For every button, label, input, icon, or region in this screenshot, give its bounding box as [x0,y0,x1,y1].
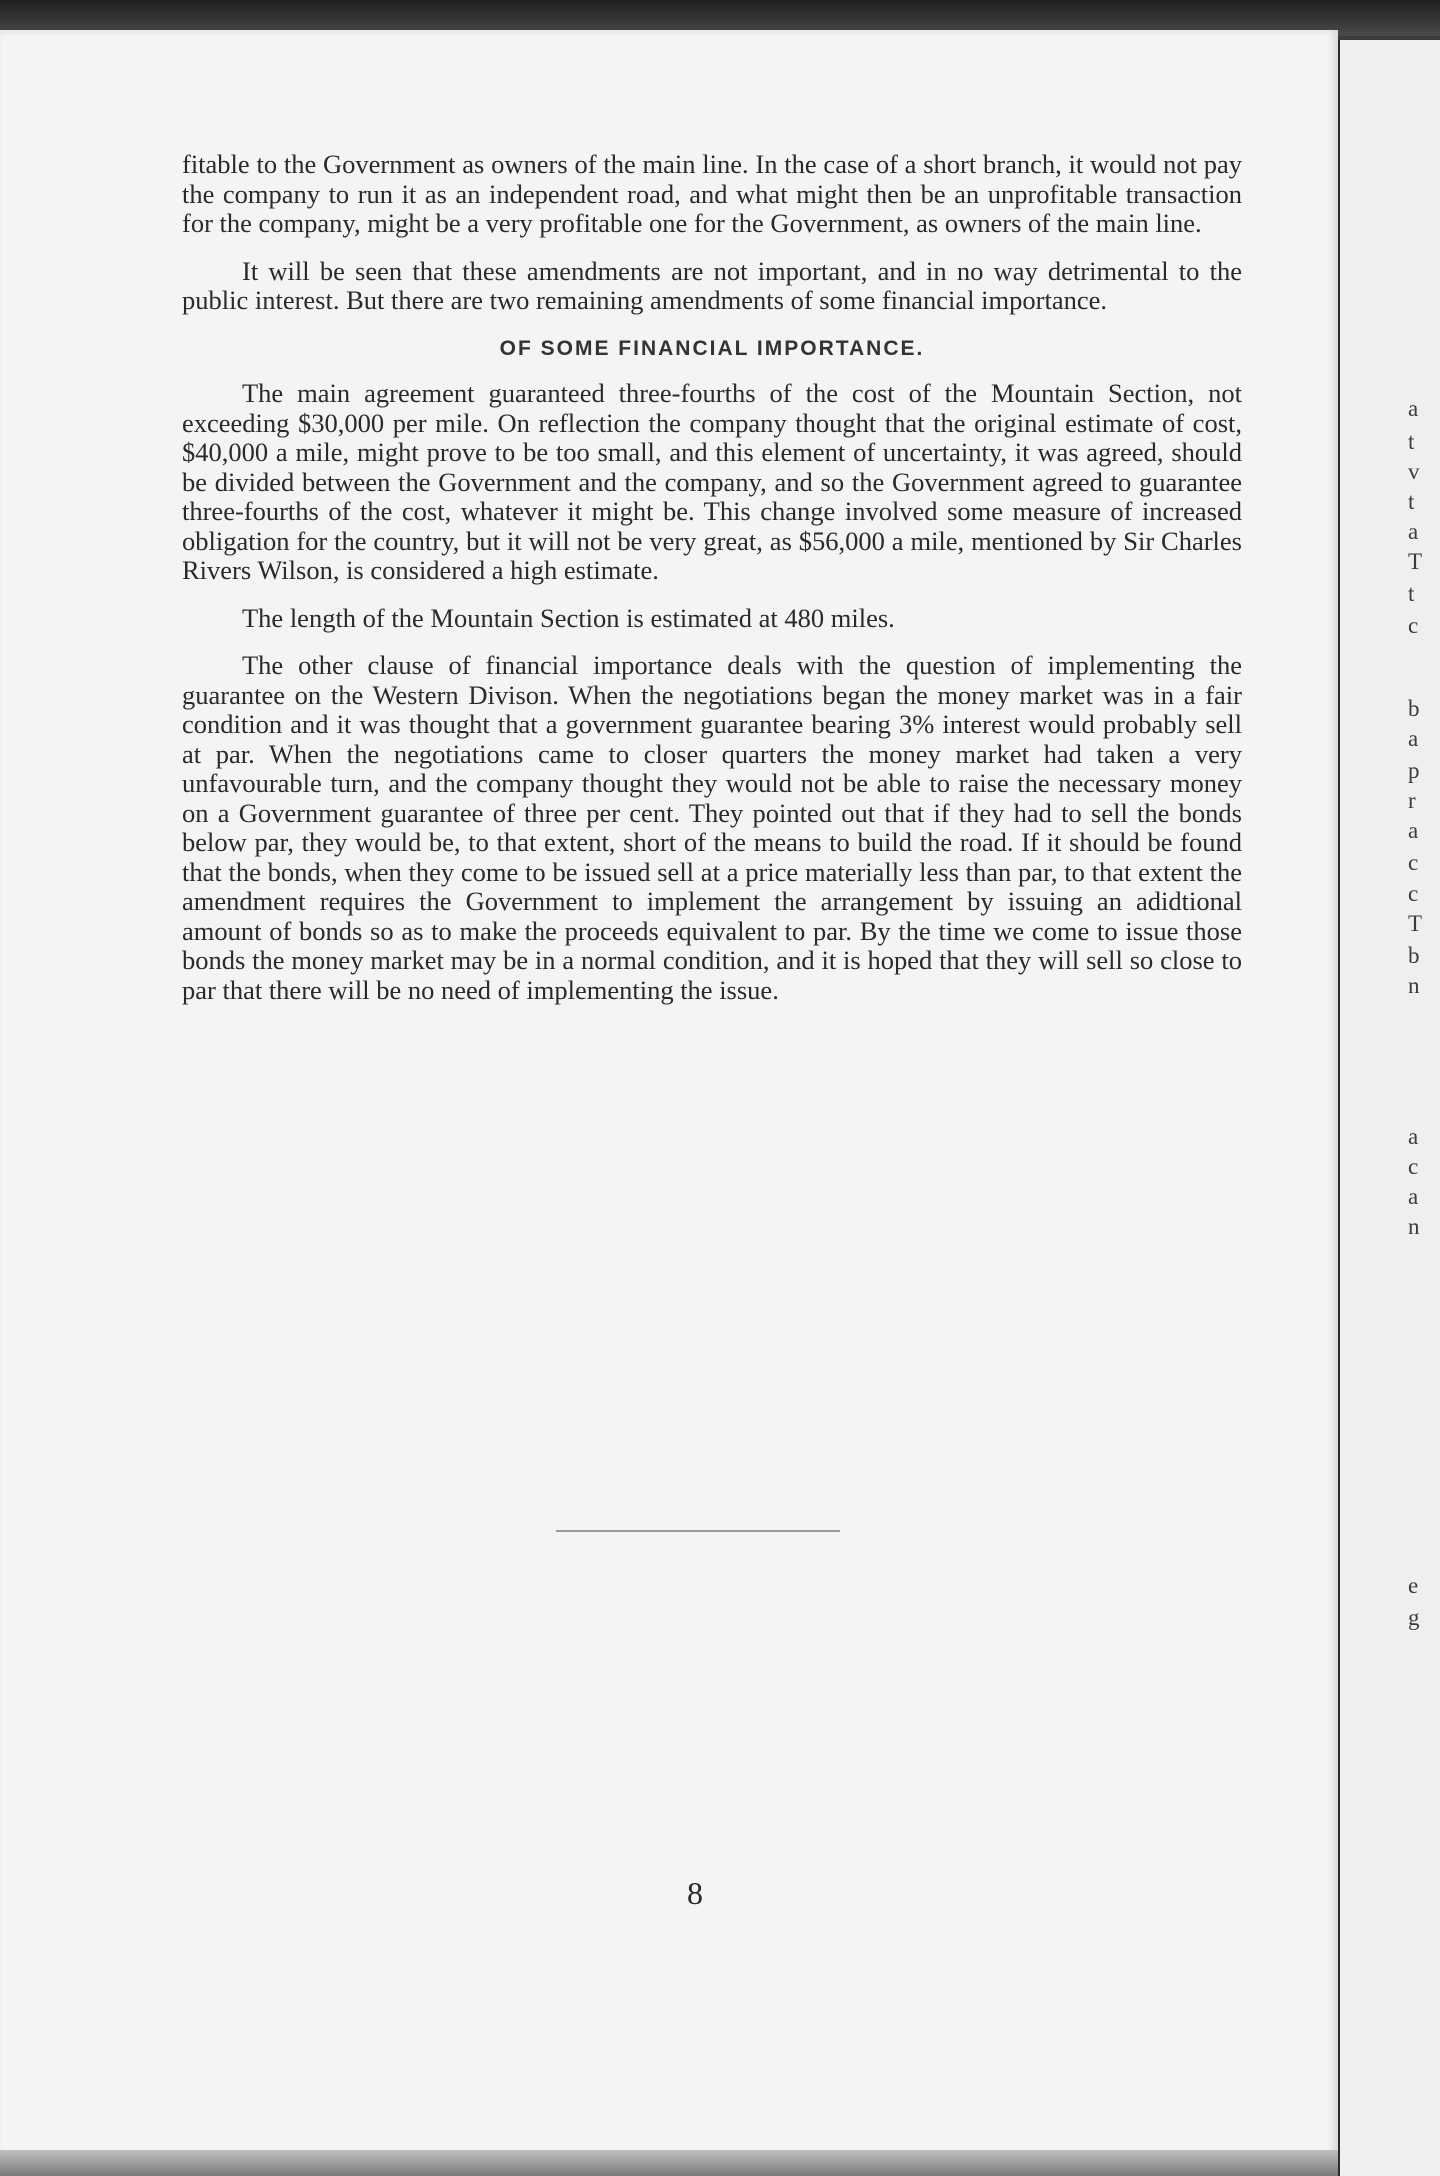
paragraph: The length of the Mountain Section is estimated at 480 miles. [242,602,895,633]
edge-letter: c [1408,881,1419,906]
paragraph: fitable to the Government as owners of the main line. In the case of a short branch, it would not pay the company to run it as an independent road, and what might then be an unprofitable transaction for the company, might be a very profitable one for the Government, as owners of the main line. [182,149,1242,238]
edge-letter: T [1408,549,1423,574]
edge-letter: T [1408,911,1423,936]
edge-letter: b [1408,943,1420,968]
edge-letter: r [1408,788,1416,813]
page-number: 8 [687,1875,703,1911]
edge-letter: a [1408,1184,1419,1209]
edge-letter: c [1408,850,1419,875]
horizontal-rule [556,1530,840,1532]
paragraph: It will be seen that these amendments are not important, and in no way detrimental to the public interest. But there are two remaining amendments of some financial importance. [182,255,1242,315]
paragraph: The main agreement guaranteed three-fourths of the cost of the Mountain Section, not exceeding $30,000 per mile. On reflection the company thought that the original estimate of cost, $40,000 a mile, might prove to be too small, and this element of uncertainty, it was agreed, should be divided between the Government and the company, and so the Government agreed to guarantee three-fourths of the cost, whatever it might be. This change involved some measure of increased obligation for the country, but it will not be very great, as $56,000 a mile, mentioned by Sir Charles Rivers Wilson, is considered a high estimate. [182,378,1242,585]
edge-letter: e [1408,1573,1419,1598]
edge-letter: a [1408,1124,1419,1149]
edge-letter: g [1408,1605,1420,1630]
adjacent-page-edge [1338,40,1440,2176]
edge-letter: n [1408,973,1420,998]
edge-letter: a [1408,519,1419,544]
edge-letter: a [1408,396,1419,421]
section-heading: OF SOME FINANCIAL IMPORTANCE. [499,336,925,360]
edge-letter: c [1408,613,1419,638]
edge-letter: n [1408,1214,1420,1239]
edge-letter: b [1408,696,1420,721]
paragraph: The other clause of financial importance deals with the question of implementing the guarantee on the Western Divison. When the negotiations began the money market was in a fair condition and it was thought that a government guarantee bearing 3% interest would probably sell at par. When the negotiations came to closer quarters the money market had taken a very unfavourable turn, and the company thought they would not be able to raise the necessary money on a Government guarantee of three per cent. They pointed out that if they had to sell the bonds below par, they would be, to that extent, short of the means to build the road. If it should be found that the bonds, when they come to be issued sell at a price materially less than par, to that extent the amendment requires the Government to implement the arrangement by issuing an adidtional amount of bonds so as to make the proceeds equivalent to par. By the time we come to issue those bonds the money market may be in a normal condition, and it is hoped that they will sell so close to par that there will be no need of implementing the issue. [182,650,1242,1005]
edge-letter: c [1408,1154,1419,1179]
edge-letter: a [1408,818,1419,843]
edge-letter: t [1408,489,1415,514]
edge-letter: p [1408,758,1420,783]
edge-letter: a [1408,726,1419,751]
scan-bottom-edge [0,2150,1338,2176]
edge-letter: v [1408,459,1420,484]
edge-letter: t [1408,429,1415,454]
body-text [182,150,1242,1023]
edge-letter: t [1408,581,1415,606]
